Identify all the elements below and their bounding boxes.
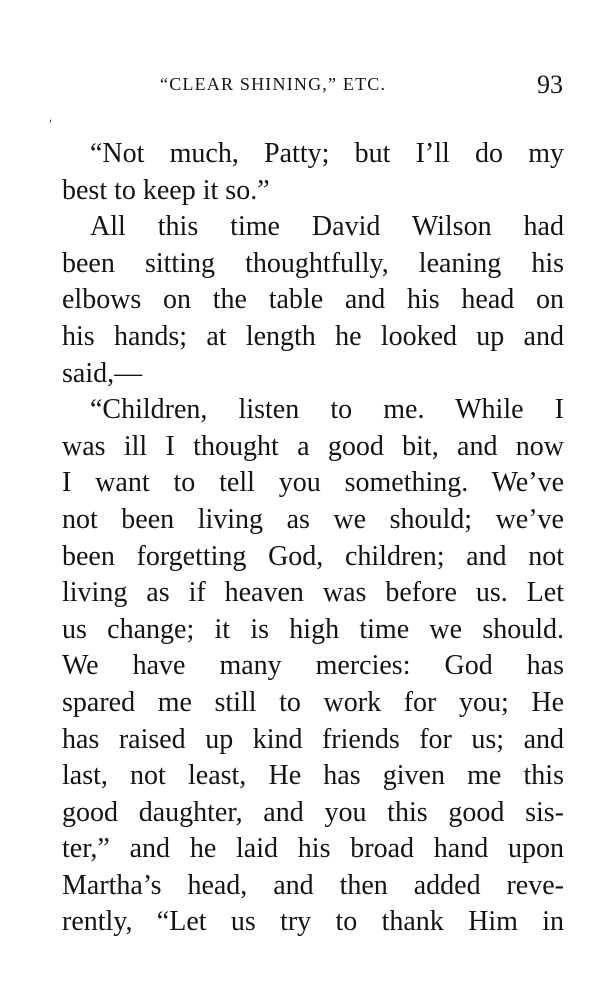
text-line: “Children, listen to me. While I: [90, 394, 564, 426]
text-line: last, not least, He has given me this: [62, 760, 564, 792]
text-line: elbows on the table and his head on: [62, 284, 564, 316]
text-line: his hands; at length he looked up and: [62, 320, 564, 352]
text-line: been sitting thoughtfully, leaning his: [62, 247, 564, 279]
text-line: “Not much, Patty; but I’ll do my: [90, 138, 564, 169]
running-head: “CLEAR SHINING,” ETC.: [160, 74, 387, 94]
print-speck: ʹ: [49, 118, 53, 133]
text-line: I want to tell you something. We’ve: [62, 467, 564, 499]
text-line: was ill I thought a good bit, and now: [62, 430, 564, 462]
text-line: said,—: [62, 357, 143, 389]
page-header: [0, 70, 609, 104]
text-line: has raised up kind friends for us; and: [62, 723, 564, 755]
text-line: rently, “Let us try to thank Him in: [62, 906, 564, 938]
text-line: We have many mercies: God has: [62, 650, 564, 682]
text-line: All this time David Wilson had: [90, 211, 564, 243]
body-text: [62, 136, 564, 941]
page-number: 93: [537, 70, 563, 99]
text-line: ter,” and he laid his broad hand upon: [62, 833, 564, 865]
text-line: Martha’s head, and then added reve-: [62, 869, 564, 901]
text-line: spared me still to work for you; He: [62, 686, 564, 718]
text-line: living as if heaven was before us. Let: [62, 577, 564, 609]
text-line: best to keep it so.”: [62, 174, 270, 206]
text-line: good daughter, and you this good sis-: [62, 796, 564, 828]
text-line: not been living as we should; we’ve: [62, 503, 564, 535]
text-line: us change; it is high time we should.: [62, 613, 564, 645]
text-line: been forgetting God, children; and not: [62, 540, 564, 572]
